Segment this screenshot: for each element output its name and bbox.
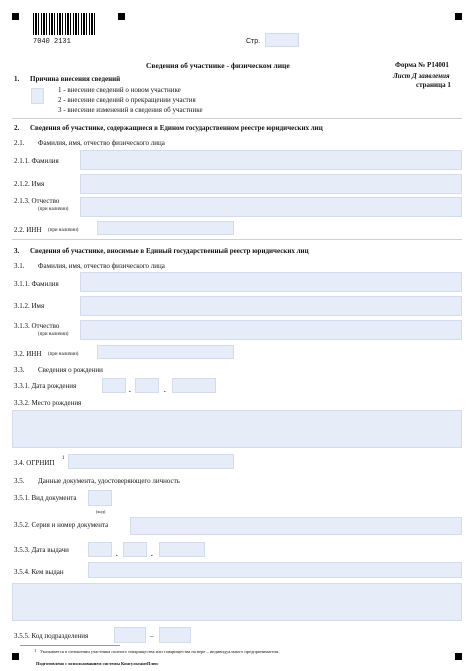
- patronymic-field-3-1-3[interactable]: [80, 320, 462, 340]
- note-2-1-3: (при наличии): [38, 207, 69, 212]
- birth-place-field[interactable]: [12, 410, 462, 448]
- page-title: Сведения об участнике - физическом лице: [146, 61, 290, 70]
- note-3-1-3: (при наличии): [38, 332, 69, 337]
- birth-year-field[interactable]: [172, 378, 216, 393]
- section-3-1-title: Фамилия, имя, отчество физического лица: [38, 262, 165, 270]
- reason-option-2: 2 - внесение сведений о прекращении участия: [58, 96, 196, 104]
- issue-year-field[interactable]: [159, 542, 205, 557]
- label-3-1-2-name: 3.1.2. Имя: [14, 302, 45, 310]
- section-3-title: Сведения об участнике, вносимые в Единый государственный реестр юридических лиц: [30, 247, 309, 255]
- section-3-5-title: Данные документа, удостоверяющего личность: [38, 477, 180, 485]
- section-2-title: Сведения об участнике, содержащиеся в Едином государственном реестре юридических лиц: [30, 124, 323, 132]
- date-separator: .: [164, 386, 166, 394]
- name-field-2-1-2[interactable]: [80, 174, 462, 194]
- corner-marker: [12, 13, 19, 20]
- label-3-5-4-issued-by: 3.5.4. Кем выдан: [14, 568, 64, 576]
- section-3-3-number: 3.3.: [14, 366, 25, 374]
- section-3-number: 3.: [14, 247, 20, 255]
- note-2-2: (при наличии): [48, 228, 79, 233]
- barcode-number: 7040 2131: [33, 38, 71, 46]
- inn-field-2-2[interactable]: [97, 221, 234, 235]
- barcode: [33, 13, 95, 35]
- inn-field-3-2[interactable]: [97, 345, 234, 359]
- corner-marker: [455, 13, 462, 20]
- label-3-5-1-doc-type: 3.5.1. Вид документа: [14, 494, 77, 502]
- form-number: Форма № Р14001: [395, 61, 449, 69]
- section-3-5-number: 3.5.: [14, 477, 25, 485]
- issue-day-field[interactable]: [88, 542, 112, 557]
- surname-field-2-1-1[interactable]: [80, 150, 462, 170]
- divider: [12, 118, 462, 119]
- page-number-field[interactable]: [265, 33, 299, 47]
- footnote-divider: [20, 645, 120, 646]
- footnote-ref-1: 1: [62, 456, 65, 461]
- issued-by-field-line-1[interactable]: [88, 562, 462, 578]
- section-1-title: Причина внесения сведений: [30, 75, 121, 83]
- label-3-3-1-birth-date: 3.3.1. Дата рождения: [14, 382, 77, 390]
- section-3-3-title: Сведения о рождении: [38, 366, 103, 374]
- corner-marker: [12, 653, 19, 660]
- label-3-2-inn: 3.2. ИНН: [14, 350, 42, 358]
- note-3-5-1: (код): [96, 509, 106, 514]
- section-3-1-number: 3.1.: [14, 262, 25, 270]
- birth-month-field[interactable]: [135, 378, 159, 393]
- subdivision-code-part-1[interactable]: [114, 627, 146, 643]
- reason-option-1: 1 - внесение сведений о новом участнике: [58, 86, 181, 94]
- label-3-1-3-patronymic: 3.1.3. Отчество: [14, 322, 60, 330]
- sheet-label: Лист Д заявления: [393, 72, 450, 80]
- label-3-5-2-doc-number: 3.5.2. Серия и номер документа: [14, 521, 109, 529]
- sheet-page-label: страница 1: [416, 81, 451, 89]
- birth-day-field[interactable]: [102, 378, 126, 393]
- label-3-3-2-birth-place: 3.3.2. Место рождения: [14, 399, 82, 407]
- corner-marker: [455, 653, 462, 660]
- label-3-1-1-surname: 3.1.1. Фамилия: [14, 280, 59, 288]
- footnote-text: Указывается в отношении участника полного товарищества или товарищества на вере – индивидуального предпринимателя.: [40, 649, 280, 654]
- date-separator: .: [151, 550, 153, 558]
- issued-by-field-lines-2-3[interactable]: [12, 583, 462, 621]
- label-3-5-3-issue-date: 3.5.3. Дата выдачи: [14, 546, 69, 554]
- ogrnip-field[interactable]: [68, 454, 234, 469]
- subdivision-code-dash: –: [150, 632, 154, 640]
- section-2-1-title: Фамилия, имя, отчество физического лица: [38, 139, 165, 147]
- subdivision-code-part-2[interactable]: [159, 627, 191, 643]
- label-2-2-inn: 2.2. ИНН: [14, 226, 42, 234]
- label-2-1-3-patronymic: 2.1.3. Отчество: [14, 197, 60, 205]
- corner-marker: [118, 13, 125, 20]
- section-2-number: 2.: [14, 124, 20, 132]
- divider: [12, 239, 462, 240]
- patronymic-field-2-1-3[interactable]: [80, 197, 462, 217]
- footnote-number: 1: [34, 648, 37, 653]
- consultant-note: Подготовлено с использованием системы КонсультантПлюс: [36, 661, 159, 666]
- label-2-1-2-name: 2.1.2. Имя: [14, 180, 45, 188]
- note-3-2: (при наличии): [48, 352, 79, 357]
- issue-month-field[interactable]: [123, 542, 147, 557]
- page-label: Стр.: [246, 38, 261, 45]
- doc-series-number-field[interactable]: [130, 517, 462, 535]
- reason-code-field[interactable]: [31, 88, 44, 104]
- date-separator: .: [116, 550, 118, 558]
- reason-option-3: 3 - внесение изменений в сведения об участнике: [58, 106, 203, 114]
- label-2-1-1-surname: 2.1.1. Фамилия: [14, 157, 59, 165]
- section-1-number: 1.: [14, 75, 20, 83]
- name-field-3-1-2[interactable]: [80, 296, 462, 316]
- doc-type-code-field[interactable]: [88, 490, 112, 506]
- surname-field-3-1-1[interactable]: [80, 272, 462, 292]
- label-3-4-ogrnip: 3.4. ОГРНИП: [14, 459, 55, 467]
- label-3-5-5-subdivision-code: 3.5.5. Код подразделения: [14, 632, 89, 640]
- date-separator: .: [129, 386, 131, 394]
- section-2-1-number: 2.1.: [14, 139, 25, 147]
